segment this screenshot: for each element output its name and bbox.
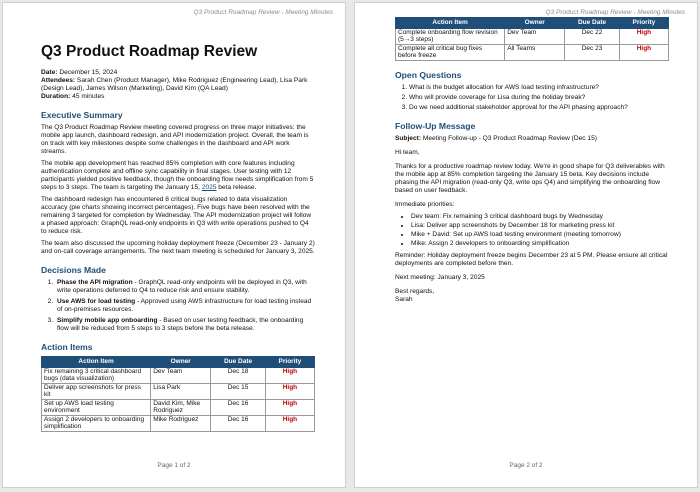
- attendees-value: Sarah Chen (Product Manager), Mike Rodriguez (Engineering Lead), Lisa Park (Design Lead), James Wilson (Marketing), David Kim (QA Lead): [41, 77, 308, 92]
- action-items-table: [41, 356, 315, 432]
- page-footer: Page 1 of 2: [157, 462, 191, 469]
- exec-summary-paragraph: The Q3 Product Roadmap Review meeting covered progress on three major initiatives: the mobile app launch, dashboard redesign, and API modernization project. Overall, the team is on track with key milestones despite some challenges in the dashboard and API work streams.: [41, 124, 309, 155]
- date-value: December 15, 2024: [59, 69, 118, 76]
- column-header: Priority: [619, 18, 668, 29]
- decision-title: Simplify mobile app onboarding: [57, 317, 158, 324]
- column-header: Owner: [151, 357, 211, 368]
- column-header: Due Date: [211, 357, 266, 368]
- table-row: [42, 383, 315, 399]
- executive-summary-heading: Executive Summary: [41, 110, 123, 120]
- follow-up-heading: Follow-Up Message: [395, 120, 476, 131]
- owner-cell: Dev Team: [151, 367, 211, 383]
- document-title: Q3 Product Roadmap Review: [41, 43, 258, 60]
- exec-summary-paragraph: The team also discussed the upcoming holiday deployment freeze (December 23 - January 2) and on-call coverage arrangements. The next team meeting is scheduled for January 3, 2025.: [41, 240, 315, 255]
- action-cell: Deliver app screenshots for press kit: [42, 383, 151, 399]
- priority-item: • Lisa: Deliver app screenshots by December 18 for marketing press kit: [411, 222, 669, 230]
- priority-item: • Dev team: Fix remaining 3 critical dashboard bugs by Wednesday: [411, 213, 669, 221]
- document-page-1: [2, 2, 346, 488]
- action-items-table-continued: [395, 17, 669, 61]
- owner-cell: All Teams: [505, 44, 565, 60]
- priority-cell: High: [265, 399, 314, 415]
- column-header: Priority: [265, 357, 314, 368]
- priority-item: • Mike + David: Set up AWS load testing environment (meeting tomorrow): [411, 231, 669, 239]
- due-date-cell: Dec 16: [211, 399, 266, 415]
- decision-text: - Based on user testing feedback, the onboarding flow will be reduced from 5 steps to 3 steps before the beta release.: [57, 317, 304, 332]
- subject-value: Meeting Follow-up - Q3 Product Roadmap Review (Dec 15): [422, 134, 597, 142]
- page-1-content: [41, 39, 315, 432]
- email-next-meeting: Next meeting: January 3, 2025: [395, 273, 485, 281]
- priority-cell: High: [265, 383, 314, 399]
- page-header: Q3 Product Roadmap Review - Meeting Minutes: [545, 9, 685, 16]
- open-question-item: 1. What is the budget allocation for AWS load testing infrastructure?: [409, 84, 669, 92]
- page-2-content: [395, 17, 669, 308]
- priorities-intro: Immediate priorities:: [395, 200, 455, 208]
- due-date-cell: Dec 15: [211, 383, 266, 399]
- action-cell: Fix remaining 3 critical dashboard bugs (data visualization): [42, 367, 151, 383]
- date-label: Date:: [41, 69, 58, 76]
- decision-title: Use AWS for load testing: [57, 298, 136, 305]
- attendees-label: Attendees:: [41, 77, 76, 84]
- decisions-list: [41, 279, 315, 333]
- decision-item: [55, 279, 315, 295]
- action-cell: Complete all critical bug fixes before freeze: [396, 44, 505, 60]
- table-row: [42, 399, 315, 415]
- table-row: [42, 367, 315, 383]
- duration-label: Duration:: [41, 93, 71, 100]
- priority-cell: High: [619, 28, 668, 44]
- owner-cell: Dev Team: [505, 28, 565, 44]
- duration-value: 45 minutes: [72, 93, 105, 100]
- column-header: Action Item: [396, 18, 505, 29]
- page-header: Q3 Product Roadmap Review - Meeting Minutes: [193, 9, 333, 16]
- column-header: Action Item: [42, 357, 151, 368]
- meeting-meta: [41, 69, 315, 101]
- owner-cell: Mike Rodriguez: [151, 415, 211, 431]
- exec-text: The mobile app development has reached 85% completion with core features including authentication complete and offline sync capability in final stages. User testing with 12 participants yielded positive feedback, though the onboarding flow needs simplification from 5 steps to 3 steps. The team is targeting the January 15,: [41, 160, 314, 191]
- email-subject: [395, 135, 669, 143]
- decision-item: [55, 298, 315, 314]
- email-greeting: Hi team,: [395, 148, 420, 156]
- action-cell: Set up AWS load testing environment: [42, 399, 151, 415]
- page-footer: Page 2 of 2: [509, 462, 543, 469]
- email-signature: Sarah: [395, 295, 413, 303]
- action-cell: Complete onboarding flow revision (5→3 steps): [396, 28, 505, 44]
- due-date-cell: Dec 22: [565, 28, 620, 44]
- decision-item: [55, 317, 315, 333]
- due-date-cell: Dec 16: [211, 415, 266, 431]
- year-link: 2025: [201, 184, 217, 191]
- owner-cell: Lisa Park: [151, 383, 211, 399]
- due-date-cell: Dec 18: [211, 367, 266, 383]
- priorities-list: [395, 213, 669, 248]
- open-questions-heading: Open Questions: [395, 69, 462, 80]
- table-row: [396, 44, 669, 60]
- email-reminder: Reminder: Holiday deployment freeze begins December 23 at 5 PM. Please ensure all critical deployments are completed before then.: [395, 251, 668, 267]
- exec-summary-paragraph: The dashboard redesign has encountered 8 critical bugs related to data visualization accuracy (pie charts showing incorrect percentages). Five bugs have been resolved with the remaining 3 targeted for completion by Wednesday. The API modernization project will follow a phased approach: GraphQL read-only endpoints in Q3 with write operations pushed to Q4 to reduce risk.: [41, 196, 312, 235]
- open-question-item: 2. Who will provide coverage for Lisa during the holiday break?: [409, 94, 669, 102]
- priority-item: • Mike: Assign 2 developers to onboarding simplification: [411, 240, 669, 248]
- subject-label: Subject:: [395, 134, 422, 142]
- decisions-heading: Decisions Made: [41, 265, 106, 275]
- action-items-heading: Action Items: [41, 342, 93, 352]
- column-header: Due Date: [565, 18, 620, 29]
- exec-text: beta release.: [216, 184, 257, 191]
- priority-cell: High: [619, 44, 668, 60]
- due-date-cell: Dec 23: [565, 44, 620, 60]
- decision-title: Phase the API migration: [57, 279, 133, 286]
- priority-cell: High: [265, 367, 314, 383]
- open-questions-list: [395, 84, 669, 112]
- column-header: Owner: [505, 18, 565, 29]
- decision-text: - GraphQL read-only endpoints will be deployed in Q3, with write operations deferred to Q4 to reduce risk and ensure stability.: [57, 279, 307, 294]
- open-question-item: 3. Do we need additional stakeholder approval for the API phasing approach?: [409, 104, 669, 112]
- email-body: Thanks for a productive roadmap review today. We're in good shape for Q3 deliverables with the mobile app at 85% completion targeting the January 15 beta. Key decisions include phasing the API migration (read-only Q3, write ops Q4) and simplifying the onboarding flow based on user feedback.: [395, 162, 665, 194]
- table-row: [42, 415, 315, 431]
- email-signoff: Best regards,: [395, 287, 435, 295]
- action-cell: Assign 2 developers to onboarding simplification: [42, 415, 151, 431]
- table-header-row: [42, 357, 315, 368]
- table-row: [396, 28, 669, 44]
- owner-cell: David Kim, Mike Rodriguez: [151, 399, 211, 415]
- priority-cell: High: [265, 415, 314, 431]
- decision-text: - Approved using AWS infrastructure for load testing instead of on-premises resources.: [57, 298, 312, 313]
- document-page-2: [354, 2, 698, 488]
- exec-summary-paragraph: [41, 160, 315, 192]
- table-header-row: [396, 18, 669, 29]
